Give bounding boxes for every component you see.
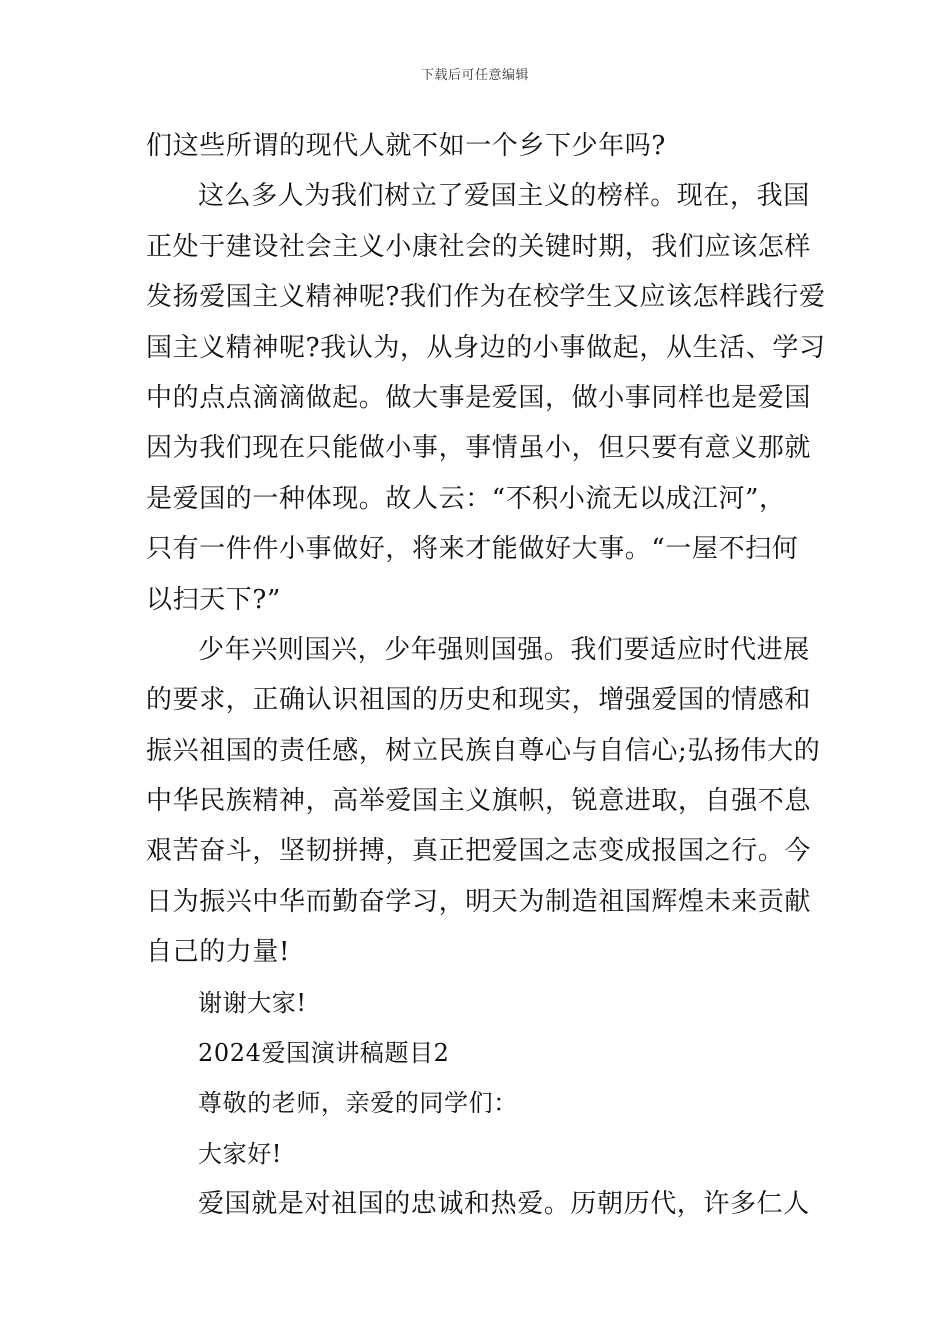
paragraph-role-models	[146, 178, 826, 618]
text-line: 只有一件件小事做好，将来才能做好大事。“一屋不扫何	[146, 534, 799, 565]
text-line: 振兴祖国的责任感，树立民族自尊心与自信心;弘扬伟大的	[146, 735, 821, 766]
text-line: 日为振兴中华而勤奋学习，明天为制造祖国辉煌未来贡献	[146, 886, 812, 917]
page-header: 下载后可任意编辑	[420, 68, 529, 83]
paragraph-thanks	[146, 985, 810, 1022]
text-line: 是爱国的一种体现。故人云：“不积小流无以成江河”，	[146, 483, 786, 514]
text-line: 少年兴则国兴，少年强则国强。我们要适应时代进展	[198, 634, 810, 665]
paragraph-youth	[146, 632, 821, 971]
text-line: 这么多人为我们树立了爱国主义的榜样。现在，我国	[198, 181, 810, 212]
text-line: 中华民族精神，高举爱国主义旗帜，锐意进取，自强不息	[146, 786, 812, 817]
text-line: 发扬爱国主义精神呢?我们作为在校学生又应该怎样践行爱	[146, 282, 826, 313]
text-line: 因为我们现在只能做小事，事情虽小，但只要有意义那就	[146, 433, 812, 464]
text-line: 们这些所谓的现代人就不如一个乡下少年吗?	[146, 131, 666, 161]
text-line: 的要求，正确认识祖国的历史和现实，增强爱国的情感和	[146, 685, 812, 716]
paragraph-continuation	[146, 128, 810, 165]
text-line: 大家好!	[198, 1139, 283, 1168]
paragraph-greeting	[146, 1085, 810, 1122]
text-line: 尊敬的老师，亲爱的同学们：	[198, 1089, 518, 1118]
document-body	[146, 128, 826, 1237]
paragraph-patriotism	[146, 1186, 810, 1223]
section-title	[146, 1035, 810, 1072]
text-line: 爱国就是对祖国的忠诚和热爱。历朝历代，许多仁人	[198, 1189, 810, 1220]
paragraph-hello	[146, 1136, 810, 1173]
text-line: 国主义精神呢?我认为，从身边的小事做起，从生活、学习	[146, 332, 826, 363]
text-line: 自己的力量!	[146, 937, 291, 968]
text-line: 谢谢大家!	[198, 988, 307, 1017]
text-line: 2024爱国演讲稿题目2	[198, 1039, 450, 1068]
text-line: 以扫天下?”	[146, 584, 281, 615]
text-line: 中的点点滴滴做起。做大事是爱国，做小事同样也是爱国	[146, 382, 812, 413]
text-line: 正处于建设社会主义小康社会的关键时期，我们应该怎样	[146, 231, 812, 262]
text-line: 艰苦奋斗，坚韧拼搏，真正把爱国之志变成报国之行。今	[146, 836, 812, 867]
